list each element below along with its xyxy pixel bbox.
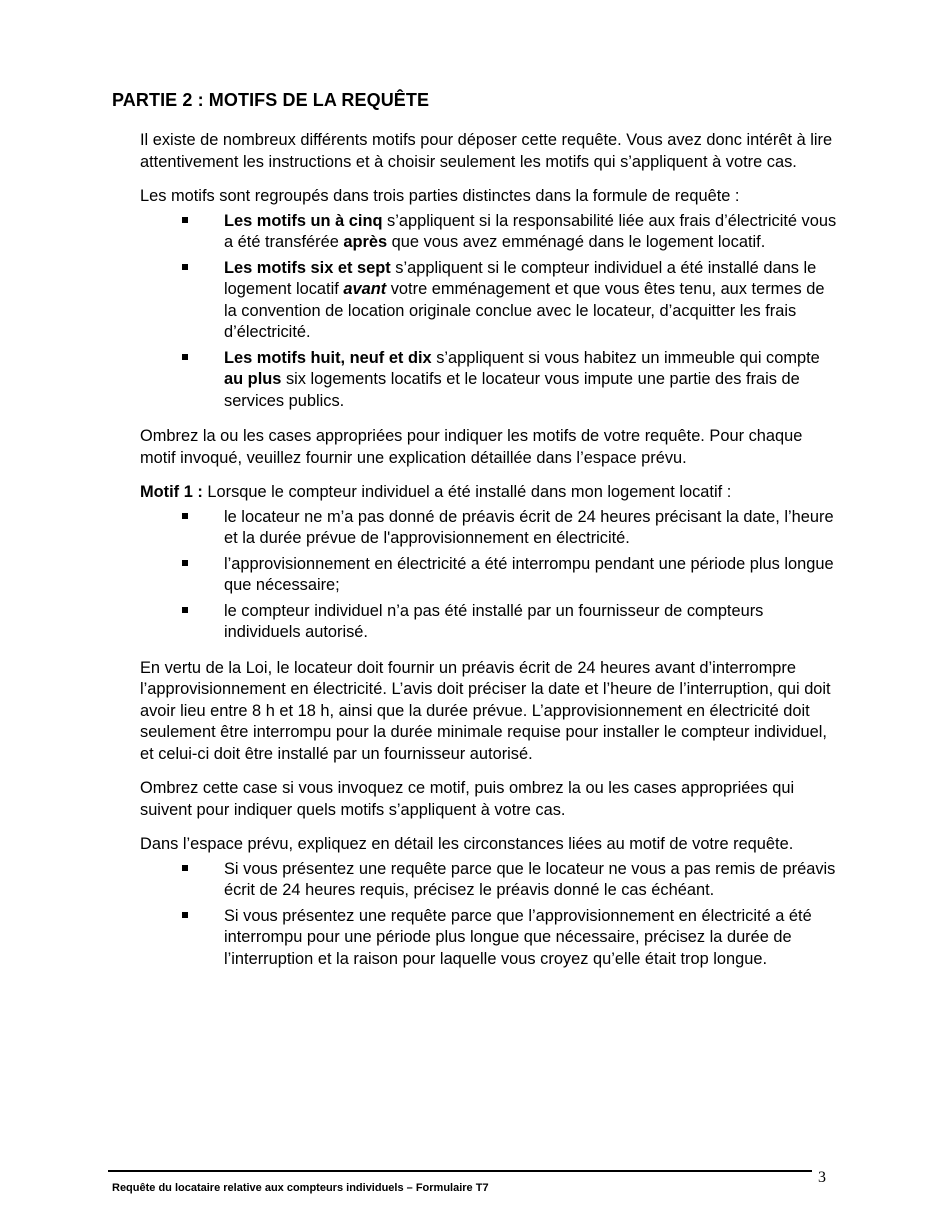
explain-list xyxy=(140,859,840,971)
motif-groups-list xyxy=(140,211,840,413)
bullet-icon xyxy=(182,560,188,566)
list-item: l’approvisionnement en électricité a été interrompu pendant une période plus longue que nécessaire; xyxy=(140,554,840,597)
bullet-icon xyxy=(182,217,188,223)
bullet-icon xyxy=(182,513,188,519)
law-paragraph: En vertu de la Loi, le locateur doit fournir un préavis écrit de 24 heures avant d’interrompre l’approvisionnement en électricité. L’avis doit préciser la date et l’heure de l’interruption, qui doit avoir lieu entre 8 h et 18 h, ainsi que la durée prévue. L’approvisionnement en électricité doit seulement être interrompu pour la durée minimale requise pour installer le compteur individuel, et celui-ci doit être installé par un fournisseur autorisé. xyxy=(140,658,831,763)
document-body xyxy=(140,130,840,984)
list-item: le compteur individuel n’a pas été installé par un fournisseur de compteurs individuels autorisé. xyxy=(140,601,840,644)
footer-title: Requête du locataire relative aux compteurs individuels – Formulaire T7 xyxy=(112,1182,489,1194)
explain-paragraph: Dans l’espace prévu, expliquez en détail les circonstances liées au motif de votre requête. xyxy=(140,835,794,853)
bullet-icon xyxy=(182,607,188,613)
shade-instruction: Ombrez la ou les cases appropriées pour indiquer les motifs de votre requête. Pour chaque motif invoqué, veuillez fournir une explication détaillée dans l’espace prévu. xyxy=(140,427,803,467)
section-title: PARTIE 2 : MOTIFS DE LA REQUÊTE xyxy=(112,90,430,110)
list-item: Les motifs un à cinq s’appliquent si la responsabilité liée aux frais d’électricité vous a été transférée après que vous avez emménagé dans le logement locatif. xyxy=(140,211,840,254)
intro-paragraph: Il existe de nombreux différents motifs pour déposer cette requête. Vous avez donc intérêt à lire attentivement les instructions et à choisir seulement les motifs qui s’appliquent à votre cas. xyxy=(140,131,833,171)
list-item: Les motifs huit, neuf et dix s’appliquent si vous habitez un immeuble qui compte au plus six logements locatifs et le locateur vous impute une partie des frais de services publics. xyxy=(140,348,840,413)
bullet-icon xyxy=(182,264,188,270)
bullet-icon xyxy=(182,912,188,918)
list-item: Les motifs six et sept s’appliquent si le compteur individuel a été installé dans le logement locatif avant votre emménagement et que vous êtes tenu, aux termes de la convention de location originale conclue avec le locateur, d’acquitter les frais d’électricité. xyxy=(140,258,840,344)
bullet-icon xyxy=(182,865,188,871)
footer-divider xyxy=(108,1170,812,1172)
motif-1-heading: Motif 1 : Lorsque le compteur individuel a été installé dans mon logement locatif : xyxy=(140,483,732,501)
groups-intro: Les motifs sont regroupés dans trois parties distinctes dans la formule de requête : xyxy=(140,187,740,205)
motif-1-list xyxy=(140,507,840,644)
list-item: Si vous présentez une requête parce que l’approvisionnement en électricité a été interrompu pour une période plus longue que nécessaire, précisez la durée de l’interruption et la raison pour laquelle vous croyez qu’elle était trop longue. xyxy=(140,906,840,971)
list-item: le locateur ne m’a pas donné de préavis écrit de 24 heures précisant la date, l’heure et la durée prévue de l'approvisionnement en électricité. xyxy=(140,507,840,550)
shade-box-paragraph: Ombrez cette case si vous invoquez ce motif, puis ombrez la ou les cases appropriées qui suivent pour indiquer quels motifs s’appliquent à votre cas. xyxy=(140,779,795,819)
page-number: 3 xyxy=(818,1169,826,1186)
bullet-icon xyxy=(182,354,188,360)
list-item: Si vous présentez une requête parce que le locateur ne vous a pas remis de préavis écrit de 24 heures requis, précisez le préavis donné le cas échéant. xyxy=(140,859,840,902)
